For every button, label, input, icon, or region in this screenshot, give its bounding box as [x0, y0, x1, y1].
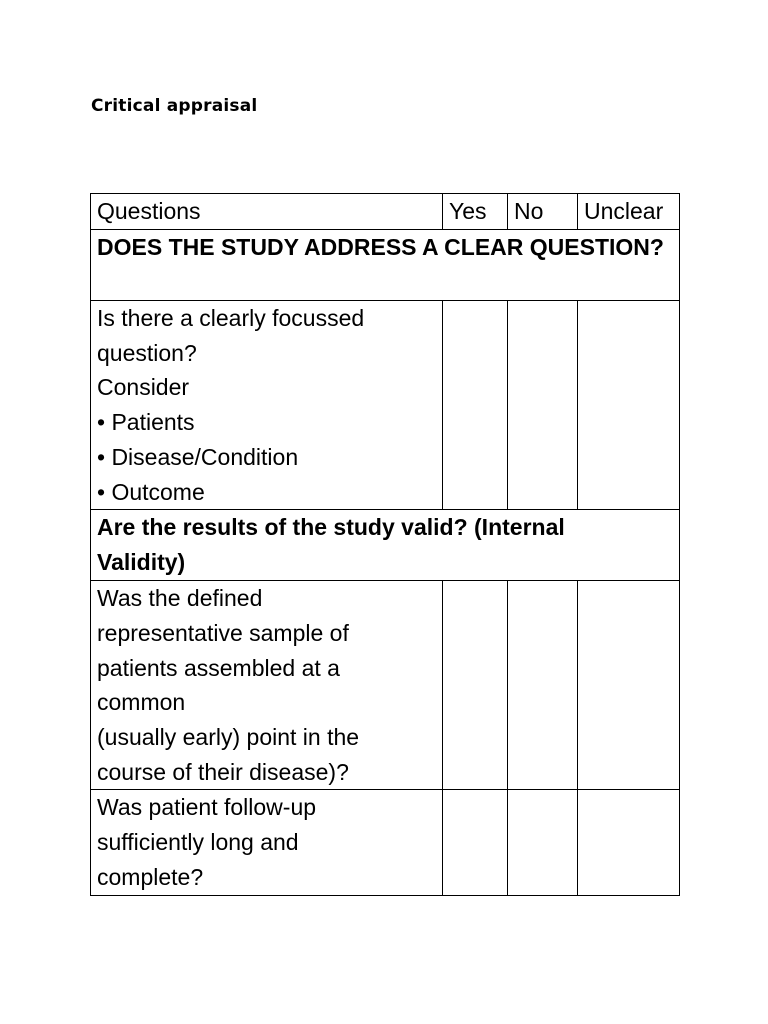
question-line: course of their disease)? — [97, 758, 349, 785]
table-row — [91, 581, 680, 790]
answer-no-cell[interactable] — [508, 581, 578, 790]
question-line: Consider — [97, 374, 190, 401]
answer-no-cell[interactable] — [508, 790, 578, 895]
document-title: Critical appraisal — [91, 96, 258, 116]
section-row-clear-question — [91, 230, 680, 301]
table-row — [91, 790, 680, 895]
header-questions: Questions — [91, 194, 443, 230]
section-row-validity — [91, 510, 680, 581]
section-heading-line: Validity) — [97, 548, 186, 575]
section-heading — [91, 510, 680, 581]
section-heading-line: Are the results of the study valid? (Internal — [97, 514, 565, 541]
table-header-row — [91, 194, 680, 230]
appraisal-table — [90, 193, 680, 896]
question-line: • Disease/Condition — [97, 443, 299, 470]
question-line: (usually early) point in the — [97, 724, 360, 751]
header-yes: Yes — [443, 194, 508, 230]
answer-unclear-cell[interactable] — [578, 301, 680, 510]
question-line: complete? — [97, 863, 204, 890]
answer-yes-cell[interactable] — [443, 790, 508, 895]
answer-yes-cell[interactable] — [443, 301, 508, 510]
question-line: patients assembled at a — [97, 654, 340, 681]
question-line: question? — [97, 339, 197, 366]
answer-yes-cell[interactable] — [443, 581, 508, 790]
question-line: Was patient follow-up — [97, 794, 317, 821]
section-heading: DOES THE STUDY ADDRESS A CLEAR QUESTION? — [91, 230, 680, 301]
question-line: sufficiently long and — [97, 829, 299, 856]
answer-unclear-cell[interactable] — [578, 790, 680, 895]
answer-no-cell[interactable] — [508, 301, 578, 510]
question-line: Was the defined — [97, 585, 263, 612]
question-cell — [91, 581, 443, 790]
header-unclear: Unclear — [578, 194, 680, 230]
question-line: representative sample of — [97, 619, 349, 646]
question-line: Is there a clearly focussed — [97, 305, 365, 331]
question-line: common — [97, 689, 186, 716]
header-no: No — [508, 194, 578, 230]
question-line: • Outcome — [97, 478, 205, 505]
table-row — [91, 301, 680, 510]
question-cell — [91, 301, 443, 510]
answer-unclear-cell[interactable] — [578, 581, 680, 790]
question-line: • Patients — [97, 409, 195, 436]
question-cell — [91, 790, 443, 895]
